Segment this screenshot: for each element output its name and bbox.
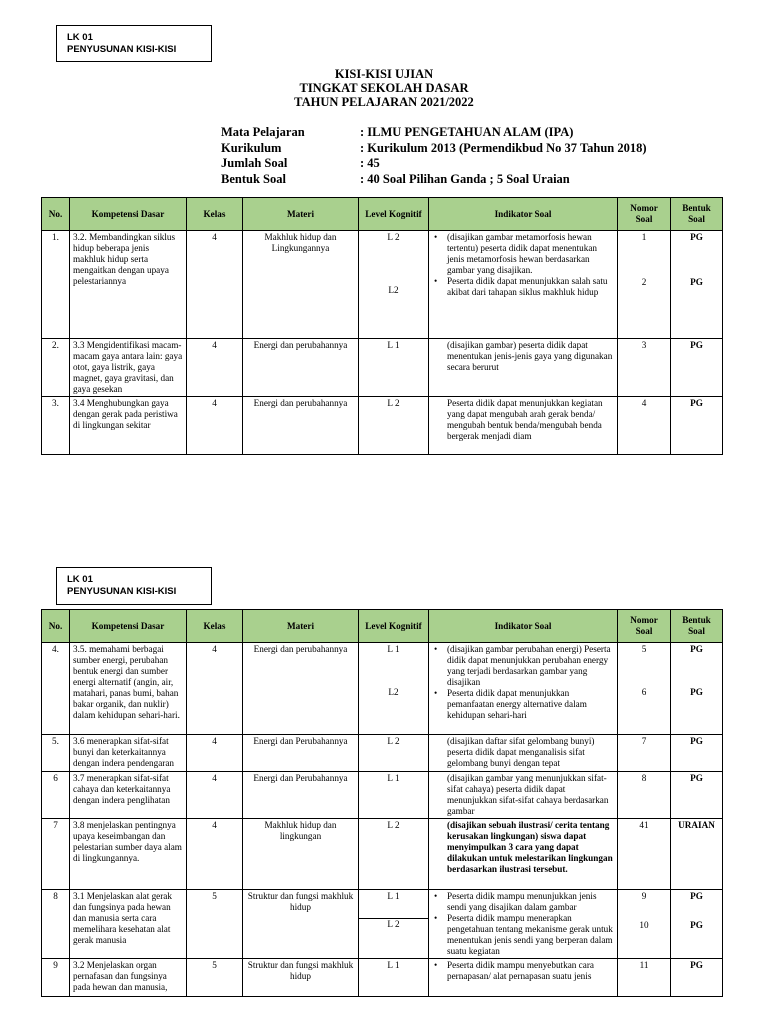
col-no: No. [42, 198, 70, 231]
meta-row-form: Bentuk Soal : 40 Soal Pilihan Ganda ; 5 Soal Uraian [221, 171, 570, 186]
meta-row-count: Jumlah Soal : 45 [221, 156, 380, 170]
table-header-row [42, 198, 723, 231]
row-no: 1. [42, 231, 70, 339]
col-level: Level Kognitif [359, 198, 429, 231]
row-nomor: 1 2 [618, 231, 671, 339]
table-row: 4. 3.5. memahami berbagai sumber energi, perubahan bentuk energi dan sumber energi alternatif (angin, air, matahari, panas bumi, bahan bakar organik, dan nuklir) dalam kehidupan sehari-hari. 4 Energi dan perubahannya L 1 L2 • (disajikan gambar perubahan energi) Peserta didik dapat menunjukkan perubahan energy yang terjadi berdasarkan gambar yang disajikan • Peserta didik dapat menunjukkan pemanfaatan energy alternative dalam kehidupan sehari-hari 5 6 PG PG [42, 643, 723, 735]
meta-row-subject: Mata Pelajaran : ILMU PENGETAHUAN ALAM (IPA) [221, 125, 574, 139]
col-nomor: Nomor Soal [618, 198, 671, 231]
table-row: 9 3.2 Menjelaskan organ pernafasan dan fungsinya pada hewan dan manusia, 5 Struktur dan fungsi makhluk hidup L 1 • Peserta didik mampu menyebutkan cara pernapasan/ alat pernapasan suatu jenis 11 PG [42, 959, 723, 997]
row-materi: Makhluk hidup dan Lingkungannya [243, 231, 359, 339]
lk-title: PENYUSUNAN KISI-KISI [67, 44, 177, 55]
lk-code: LK 01 [67, 574, 93, 585]
col-kelas: Kelas [187, 198, 243, 231]
table-row: 7 3.8 menjelaskan pentingnya upaya keseimbangan dan pelestarian sumber daya alam di lingkungannya. 4 Makhluk hidup dan lingkungan L 2 (disajikan sebuah ilustrasi/ cerita tentang kerusakan lingkungan) siswa dapat menyimpulkan 3 cara yang dapat dilakukan untuk melestarikan lingkungan berdasarkan ilustrasi tersebut. 41 URAIAN [42, 819, 723, 890]
row-level: L 2 L2 [359, 231, 429, 339]
document-title [0, 67, 768, 109]
title-line-2: TINGKAT SEKOLAH DASAR [299, 81, 469, 95]
table-row: 8 3.1 Menjelaskan alat gerak dan fungsinya pada hewan dan manusia serta cara memelihara kesehatan alat gerak manusia 5 Struktur dan fungsi makhluk hidup L 1 L 2 • Peserta didik mampu menunjukkan jenis sendi yang disajikan dalam gambar • Peserta didik mampu menerapkan pengetahuan tentang mekanisme gerak untuk menentukan jenis sendi yang berperan dalam suatu kegiatan 9 10 PG PG [42, 890, 723, 959]
lk-code: LK 01 [67, 32, 93, 43]
table-row [42, 231, 723, 339]
row-kd: 3.2. Membandingkan siklus hidup beberapa jenis makhluk hidup serta mengaitkan dengan upaya pelestariannya [70, 231, 187, 339]
lk-box-top [56, 25, 212, 62]
title-line-3: TAHUN PELAJARAN 2021/2022 [294, 95, 474, 109]
title-line-1: KISI-KISI UJIAN [334, 67, 434, 81]
col-kompetensi: Kompetensi Dasar [70, 198, 187, 231]
grid-table-1 [41, 197, 723, 455]
row-kelas: 4 [187, 231, 243, 339]
table-row: 6 3.7 menerapkan sifat-sifat cahaya dan keterkaitannya dengan indera penglihatan 4 Energi dan Perubahannya L 1 (disajikan gambar yang menunjukkan sifat-sifat cahaya) peserta didik dapat menunjukkan sifat-sifat cahaya berdasarkan gambar 8 PG [42, 772, 723, 819]
table-header-row: No. Kompetensi Dasar Kelas Materi Level Kognitif Indikator Soal Nomor Soal Bentuk Soal [42, 610, 723, 643]
grid-table-2 [41, 609, 723, 997]
meta-row-curriculum: Kurikulum : Kurikulum 2013 (Permendikbud No 37 Tahun 2018) [221, 140, 647, 155]
table-row: 5. 3.6 menerapkan sifat-sifat bunyi dan keterkaitannya dengan indera pendengaran 4 Energi dan Perubahannya L 2 (disajikan daftar sifat gelombang bunyi) peserta didik dapat menganalisis sifat gelombang bunyi dengan tepat 7 PG [42, 735, 723, 772]
col-bentuk: Bentuk Soal [671, 198, 723, 231]
col-materi: Materi [243, 198, 359, 231]
exam-meta [221, 125, 647, 187]
row-indikator: • (disajikan gambar metamorfosis hewan tertentu) peserta didik dapat menentukan jenis metamorfosis hewan berdasarkan gambar yang disajikan. • Peserta didik dapat menunjukkan salah satu akibat dari tahapan siklus makhluk hidup [429, 231, 618, 339]
row-bentuk: PG PG [671, 231, 723, 339]
lk-box-bottom [56, 567, 212, 605]
lk-title: PENYUSUNAN KISI-KISI [67, 586, 177, 597]
table-row: 3. 3.4 Menghubungkan gaya dengan gerak pada peristiwa di lingkungan sekitar 4 Energi dan perubahannya L 2 Peserta didik dapat menunjukkan kegiatan yang dapat mengubah arah gerak benda/ mengubah bentuk benda/mengubah benda bergerak menjadi diam 4 PG [42, 397, 723, 455]
col-indikator: Indikator Soal [429, 198, 618, 231]
table-row: 2. 3.3 Mengidentifikasi macam-macam gaya antara lain: gaya otot, gaya listrik, gaya magnet, gaya gravitasi, dan gaya gesekan 4 Energi dan perubahannya L 1 (disajikan gambar) peserta didik dapat menentukan jenis-jenis gaya yang digunakan secara berurut 3 PG [42, 339, 723, 397]
